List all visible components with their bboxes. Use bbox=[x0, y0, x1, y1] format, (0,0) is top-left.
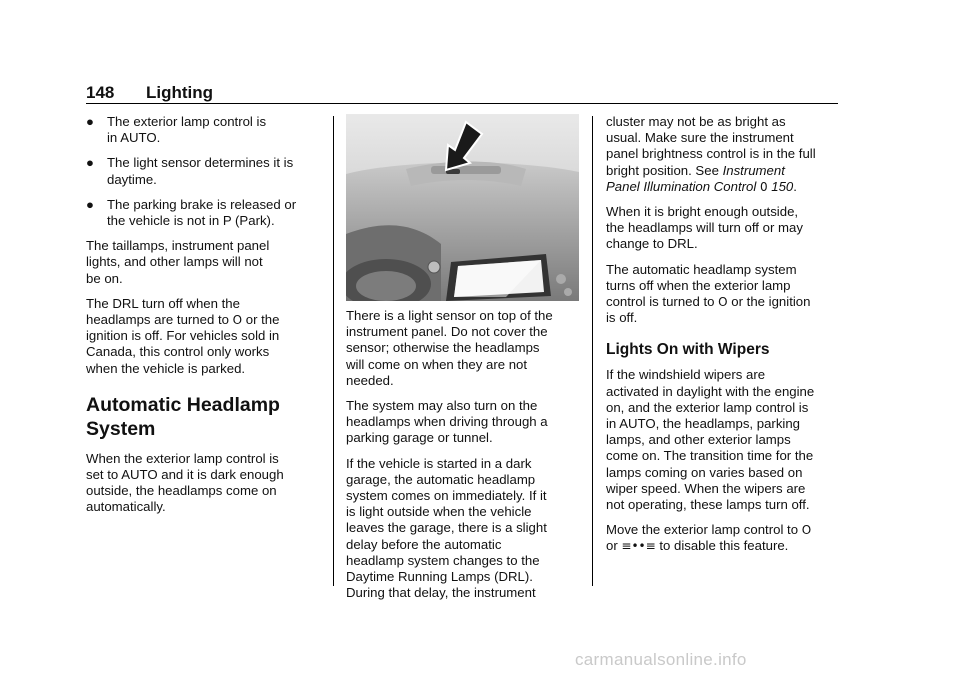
lamp-off-icon: O bbox=[232, 313, 243, 328]
paragraph bbox=[346, 398, 586, 447]
text-line: ignition is off. For vehicles sold in bbox=[86, 328, 280, 344]
light-sensor-photo bbox=[346, 114, 579, 301]
heading-line: System bbox=[86, 417, 156, 440]
text-line: cluster may not be as bright as bbox=[606, 114, 786, 129]
text-line: will come on when they are not bbox=[346, 356, 528, 372]
text-line: panel brightness control is in the full bbox=[606, 146, 816, 162]
text-line: headlamps when driving through a bbox=[346, 414, 548, 430]
text-line: the headlamps will turn off or may bbox=[606, 220, 803, 236]
text-line: or the bbox=[242, 312, 280, 328]
bullet-icon: ● bbox=[86, 196, 94, 212]
page-header bbox=[86, 83, 838, 105]
paragraph bbox=[346, 308, 586, 389]
list-item-line: The parking brake is released or bbox=[107, 196, 297, 212]
text-line: delay before the automatic bbox=[346, 536, 502, 552]
text-line: Canada, this control only works bbox=[86, 344, 270, 360]
text-line: outside, the headlamps come on bbox=[86, 483, 277, 499]
paragraph: cluster may not be as bright as usual. Make sure the instrument panel brightness control is in the full bright position. See Instrument Panel Illumination Control 0 150. bbox=[606, 114, 816, 194]
text-line: usual. Make sure the instrument bbox=[606, 130, 794, 146]
column-2 bbox=[346, 308, 586, 610]
text-line: There is a light sensor on top of the bbox=[346, 308, 553, 323]
list-item-line: the vehicle is not in P (Park). bbox=[107, 213, 275, 229]
text-line: automatically. bbox=[86, 499, 166, 515]
text-line: If the vehicle is started in a dark bbox=[346, 455, 532, 471]
text-line: needed. bbox=[346, 372, 394, 388]
text-line: system comes on immediately. If it bbox=[346, 488, 547, 504]
text-line: instrument panel. Do not cover the bbox=[346, 324, 548, 340]
header-rule bbox=[86, 103, 838, 104]
text-line: wiper speed. When the wipers are bbox=[606, 480, 806, 496]
text-line: lamps, and other exterior lamps bbox=[606, 432, 791, 448]
list-item-line: in AUTO. bbox=[107, 130, 161, 146]
text-line: lights, and other lamps will not bbox=[86, 254, 263, 270]
page-ref-icon: 0 bbox=[759, 179, 768, 194]
text-line: bright position. See bbox=[606, 162, 723, 178]
text-line: Daytime Running Lamps (DRL). bbox=[346, 569, 533, 585]
column-3 bbox=[606, 114, 842, 564]
text-line: sensor; otherwise the headlamps bbox=[346, 340, 540, 356]
text-line: Move the exterior lamp control to bbox=[606, 522, 802, 538]
text-line: be on. bbox=[86, 270, 123, 286]
column-divider bbox=[333, 116, 334, 586]
list-item bbox=[86, 114, 322, 146]
text-line: not operating, these lamps turn off. bbox=[606, 497, 810, 513]
paragraph bbox=[606, 367, 842, 513]
text-line: The DRL turn off when the bbox=[86, 295, 240, 311]
list-item-line: daytime. bbox=[107, 171, 157, 187]
text-line: The automatic headlamp system bbox=[606, 261, 797, 277]
section-title: Lighting bbox=[146, 83, 214, 102]
list-item-line: The exterior lamp control is bbox=[107, 114, 267, 129]
text-line: When the exterior lamp control is bbox=[86, 450, 279, 466]
paragraph bbox=[606, 204, 842, 253]
text-line: headlamps are turned to bbox=[86, 312, 233, 328]
text-line: control is turned to bbox=[606, 294, 719, 310]
watermark: carmanualsonline.info bbox=[575, 650, 747, 669]
text-line: to disable this feature. bbox=[655, 538, 789, 554]
section-heading bbox=[86, 393, 322, 441]
text-line: headlamp system changes to the bbox=[346, 552, 540, 568]
cross-reference-link[interactable]: Instrument bbox=[722, 162, 785, 178]
text-line: The system may also turn on the bbox=[346, 398, 538, 414]
paragraph bbox=[86, 238, 322, 287]
text-line: lamps coming on varies based on bbox=[606, 464, 803, 480]
text-line: activated in daylight with the engine bbox=[606, 383, 815, 399]
bullet-icon: ● bbox=[86, 114, 94, 129]
lamp-off-icon: O bbox=[718, 295, 728, 310]
text-line: or the ignition bbox=[727, 294, 811, 310]
text-line: or bbox=[606, 538, 622, 554]
text-line: when the vehicle is parked. bbox=[86, 360, 246, 376]
parking-lamp-icon: ≡••≡ bbox=[621, 539, 656, 554]
text-line: is light outside when the vehicle bbox=[346, 504, 532, 520]
text-line: If the windshield wipers are bbox=[606, 367, 766, 383]
text-line: The taillamps, instrument panel bbox=[86, 238, 270, 254]
text-line: leaves the garage, there is a slight bbox=[346, 520, 547, 536]
text-line: When it is bright enough outside, bbox=[606, 204, 799, 220]
cross-reference-link[interactable]: Panel Illumination Control bbox=[606, 178, 757, 194]
list-item bbox=[86, 197, 322, 229]
text-line: turns off when the exterior lamp bbox=[606, 277, 791, 293]
text-line: change to DRL. bbox=[606, 236, 698, 252]
text-line: come on. The transition time for the bbox=[606, 448, 814, 464]
text-line: is off. bbox=[606, 310, 638, 326]
paragraph bbox=[86, 451, 322, 516]
text-line: set to AUTO and it is dark enough bbox=[86, 467, 284, 483]
page-number: 148 bbox=[86, 83, 115, 102]
text-line: on, and the exterior lamp control is bbox=[606, 399, 809, 415]
column-divider bbox=[592, 116, 593, 586]
list-item bbox=[86, 155, 322, 187]
paragraph bbox=[86, 296, 322, 377]
section-heading: Lights On with Wipers bbox=[606, 341, 770, 359]
text-line: parking garage or tunnel. bbox=[346, 430, 493, 446]
text-line: During that delay, the instrument bbox=[346, 585, 536, 601]
text-line: in AUTO, the headlamps, parking bbox=[606, 416, 801, 432]
page-reference[interactable]: 150 bbox=[771, 178, 794, 194]
heading-line: Automatic Headlamp bbox=[86, 393, 280, 416]
paragraph bbox=[346, 456, 586, 602]
paragraph bbox=[606, 262, 842, 327]
paragraph bbox=[606, 522, 842, 554]
column-1 bbox=[86, 114, 322, 525]
list-item-line: The light sensor determines it is bbox=[107, 155, 294, 171]
text-line: garage, the automatic headlamp bbox=[346, 471, 536, 487]
lamp-off-icon: O bbox=[801, 523, 812, 538]
bullet-icon: ● bbox=[86, 155, 94, 171]
